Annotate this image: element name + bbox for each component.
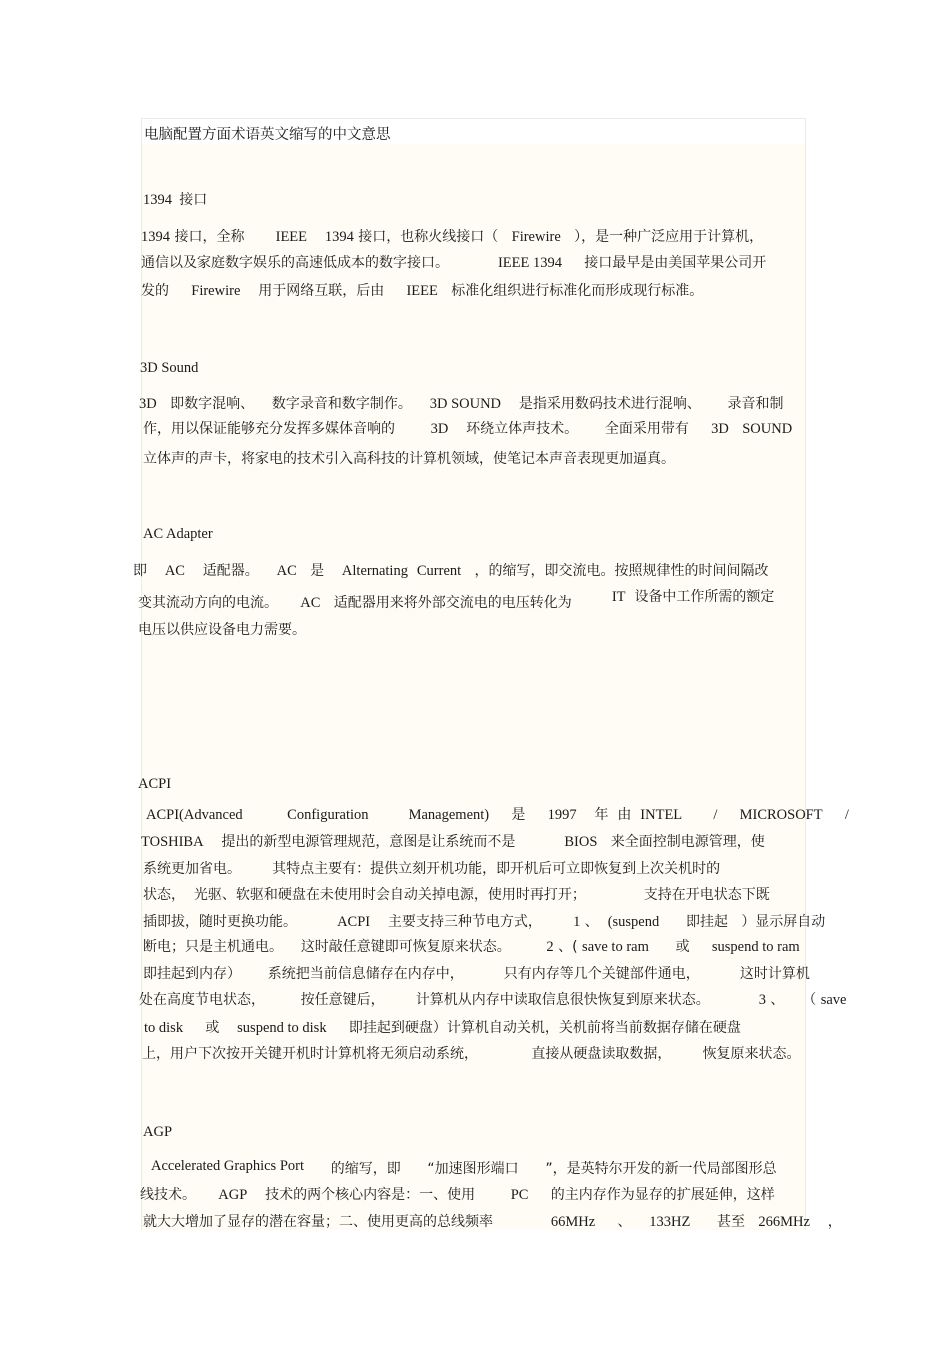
paragraph-line: 1394 接口，全称 IEEE 1394 接口，也称火线接口（ Firewire ），是一种广泛应用于计算机， [141, 229, 764, 245]
paragraph-line: 电压以供应设备电力需要。 [138, 622, 306, 638]
paragraph-line: 变其流动方向的电流。 AC 适配器用来将外部交流电的电压转化为 IT 设备中工作所需的额定 [138, 589, 775, 611]
section-heading: 3D Sound [140, 360, 199, 376]
paragraph-line: to disk 或 suspend to disk 即挂起到硬盘）计算机自动关机，关机前将当前数据存储在硬盘 [144, 1020, 741, 1036]
paragraph-line: 系统更加省电。 其特点主要有：提供立刻开机功能，即开机后可立即恢复到上次关机时的 [143, 861, 721, 877]
section-heading: AGP [143, 1124, 173, 1140]
paragraph-line: 就大大增加了显存的潜在容量；二、使用更高的总线频率 66MHz 、 133HZ 甚至 266MHz ， [143, 1214, 842, 1230]
paragraph-line: Accelerated Graphics Port 的缩写，即 “加速图形端口 ”，是英特尔开发的新一代局部图形总 [151, 1158, 777, 1177]
paragraph-line: 处在高度节电状态， 按任意键后， 计算机从内存中读取信息很快恢复到原来状态。 3 、 （ save [139, 992, 847, 1008]
paragraph-line: 发的 Firewire 用于网络互联，后由 IEEE 标准化组织进行标准化而形成现行标准。 [141, 283, 704, 299]
paragraph-line: 立体声的声卡，将家电的技术引入高科技的计算机领域，使笔记本声音表现更加逼真。 [143, 451, 675, 467]
section-heading: AC Adapter [143, 526, 213, 542]
paragraph-line: 通信以及家庭数字娱乐的高速低成本的数字接口。 IEEE 1394 接口最早是由美国苹果公司开 [141, 255, 767, 271]
paragraph-line: 线技术。 AGP 技术的两个核心内容是：一、使用 PC 的主内存作为显存的扩展延伸，这样 [140, 1187, 775, 1203]
section-heading: ACPI [138, 776, 172, 792]
paragraph-line: 断电；只是主机通电。 这时敲任意键即可恢复原来状态。 2 、( save to ram 或 suspend to ram [143, 939, 800, 955]
paragraph-line: TOSHIBA 提出的新型电源管理规范，意图是让系统而不是 BIOS 来全面控制电源管理，使 [141, 834, 765, 850]
paragraph-line: 上，用户下次按开关键开机时计算机将无须启动系统， 直接从硬盘读取数据， 恢复原来状态。 [142, 1046, 801, 1062]
paragraph-line: 即 AC 适配器。 AC 是 Alternating Current ，的缩写，即交流电。按照规律性的时间间隔改 [133, 563, 769, 579]
paragraph-line: 3D 即数字混响、 数字录音和数字制作。 3D SOUND 是指采用数码技术进行混响、 录音和制 [139, 396, 784, 412]
paragraph-line: 状态， 光驱、软驱和硬盘在未使用时会自动关掉电源，使用时再打开； 支持在开电状态下既 [143, 887, 770, 903]
document-title: 电脑配置方面术语英文缩写的中文意思 [144, 127, 391, 143]
paragraph-line: 作，用以保证能够充分发挥多媒体音响的 3D 环绕立体声技术。 全面采用带有 3D SOUND [143, 421, 793, 437]
paragraph-line: 即挂起到内存） 系统把当前信息储存在内存中， 只有内存等几个关键部件通电， 这时计算机 [143, 966, 810, 982]
section-heading: 1394 接口 [143, 192, 208, 208]
paragraph-line: ACPI(Advanced Configuration Management) 是 1997 年 由 INTEL / MICROSOFT / [146, 807, 849, 823]
paragraph-line: 插即拔，随时更换功能。 ACPI 主要支持三种节电方式， 1 、 (suspend 即挂起 ）显示屏自动 [143, 914, 826, 930]
